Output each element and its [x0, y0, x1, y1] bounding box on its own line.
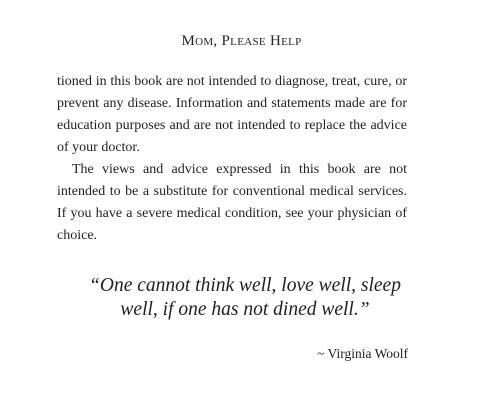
epigraph-quote [80, 274, 410, 322]
body-paragraph-1: tioned in this book are not intended to diagnose, treat, cure, or prevent any disease. Information and statements made are for education purposes and are not intended to replace the advice of your doctor. [57, 74, 407, 155]
quote-attribution: ~ Virginia Woolf [317, 346, 408, 361]
quote-line-2: well, if one has not dined well.” [120, 299, 370, 320]
body-paragraph-2: The views and advice expressed in this book are not intended to be a substitute for conventional medical services. If you have a severe medical condition, see your physician of choice. [57, 162, 407, 243]
running-head: Mom, Please Help [181, 33, 302, 49]
body-text [57, 71, 407, 247]
quote-line-1: “One cannot think well, love well, sleep [89, 275, 401, 296]
